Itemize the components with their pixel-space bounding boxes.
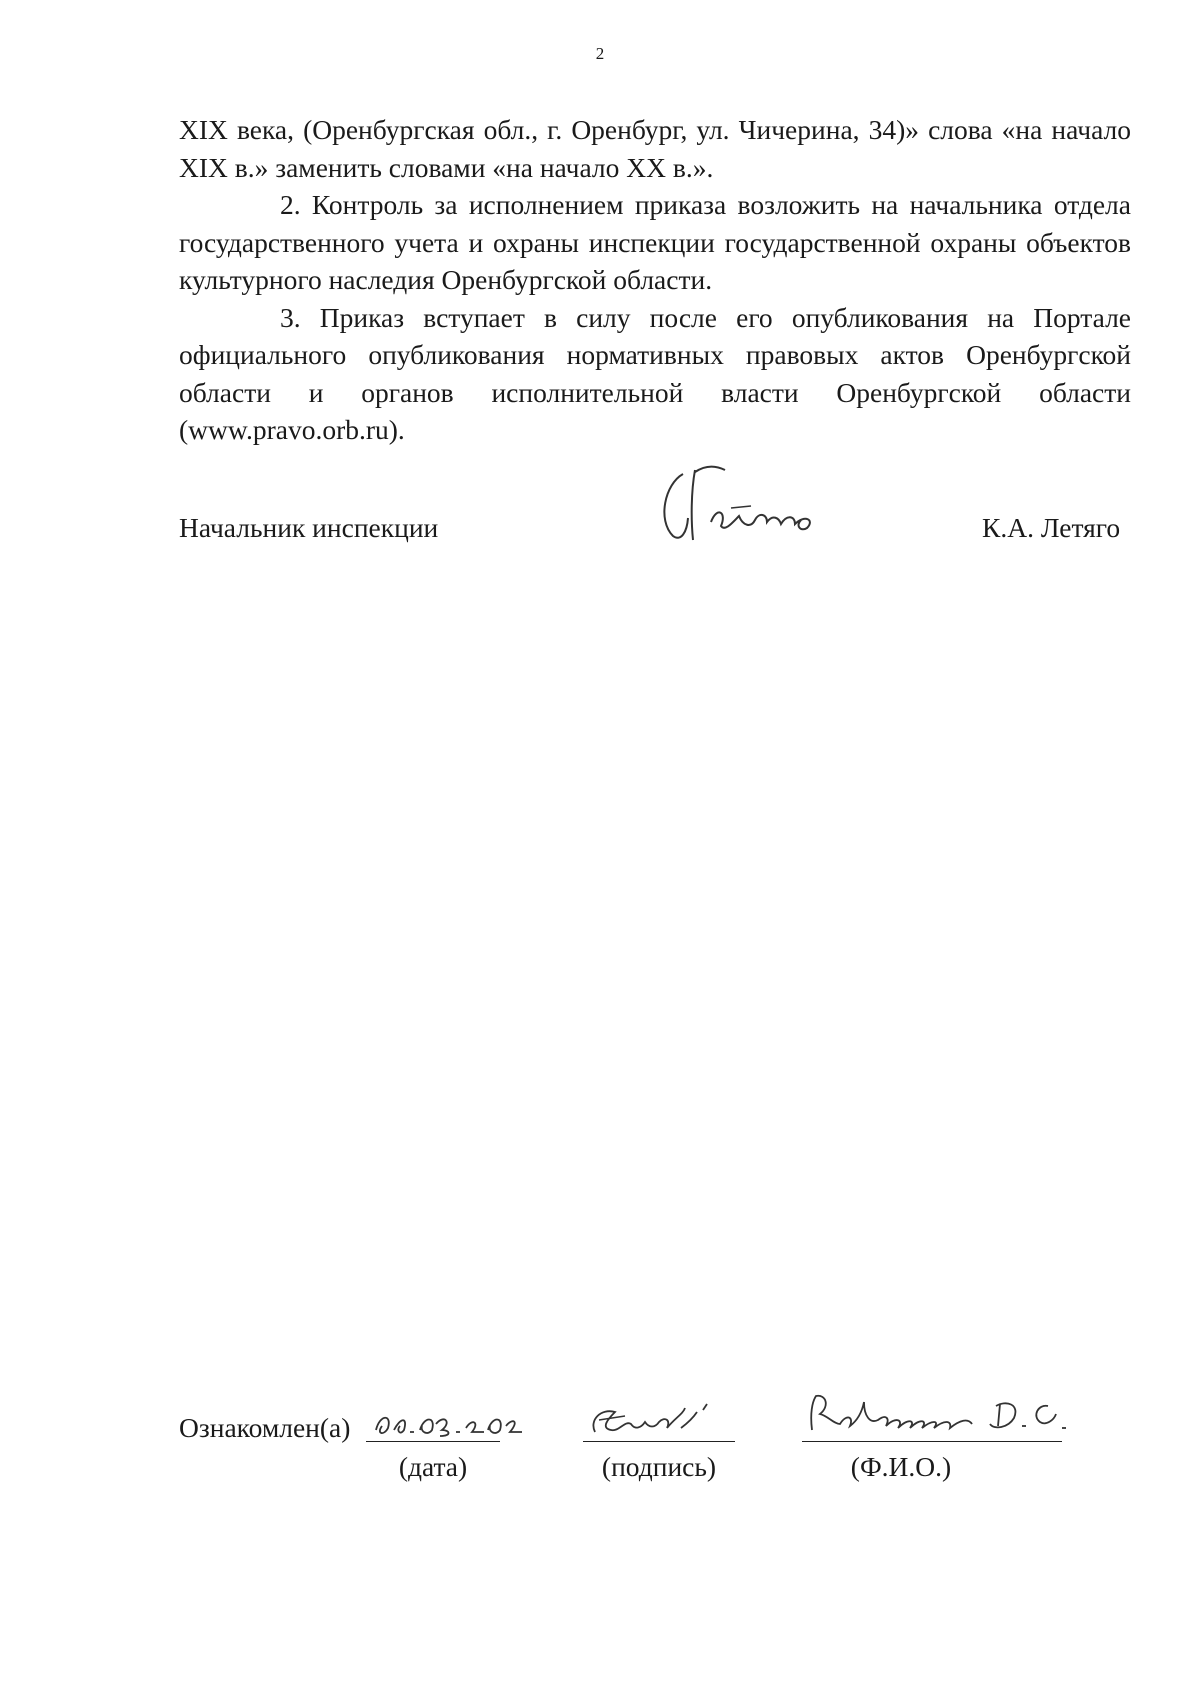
acknowledgement-date-caption: (дата) (398, 1451, 468, 1482)
signatory-title: Начальник инспекции (179, 512, 439, 543)
acknowledgement-date-line (366, 1441, 500, 1442)
acknowledgement-signature-handwritten (585, 1398, 735, 1442)
acknowledgement-fio-caption: (Ф.И.О.) (850, 1451, 952, 1482)
document-body (179, 111, 1131, 449)
acknowledgement-label: Ознакомлен(а) (179, 1412, 351, 1443)
paragraph-continuation: XIX века, (Оренбургская обл., г. Оренбург, ул. Чичерина, 34)» слова «на начало XIX в.» заменить словами «на начало XX в.». (179, 114, 1131, 183)
paragraph-2: 2. Контроль за исполнением приказа возложить на начальника отдела государственного учета и охраны инспекции государственной охраны объектов культурного наследия Оренбургской области. (179, 189, 1131, 295)
acknowledgement-date-handwritten (370, 1400, 530, 1442)
acknowledgement-fio-line (802, 1441, 1062, 1442)
acknowledgement-signature-caption: (подпись) (601, 1451, 717, 1482)
acknowledgement-fio-handwritten (800, 1390, 1100, 1442)
signatory-name: К.А. Летяго (982, 512, 1121, 543)
page-number: 2 (595, 44, 605, 63)
acknowledgement-signature-line (583, 1441, 735, 1442)
head-signature (655, 462, 845, 552)
paragraph-3: 3. Приказ вступает в силу после его опубликования на Портале официального опубликования нормативных правовых актов Оренбургской области и органов исполнительной власти Оренбургской области (www.pravo.orb.ru). (179, 301, 1131, 445)
